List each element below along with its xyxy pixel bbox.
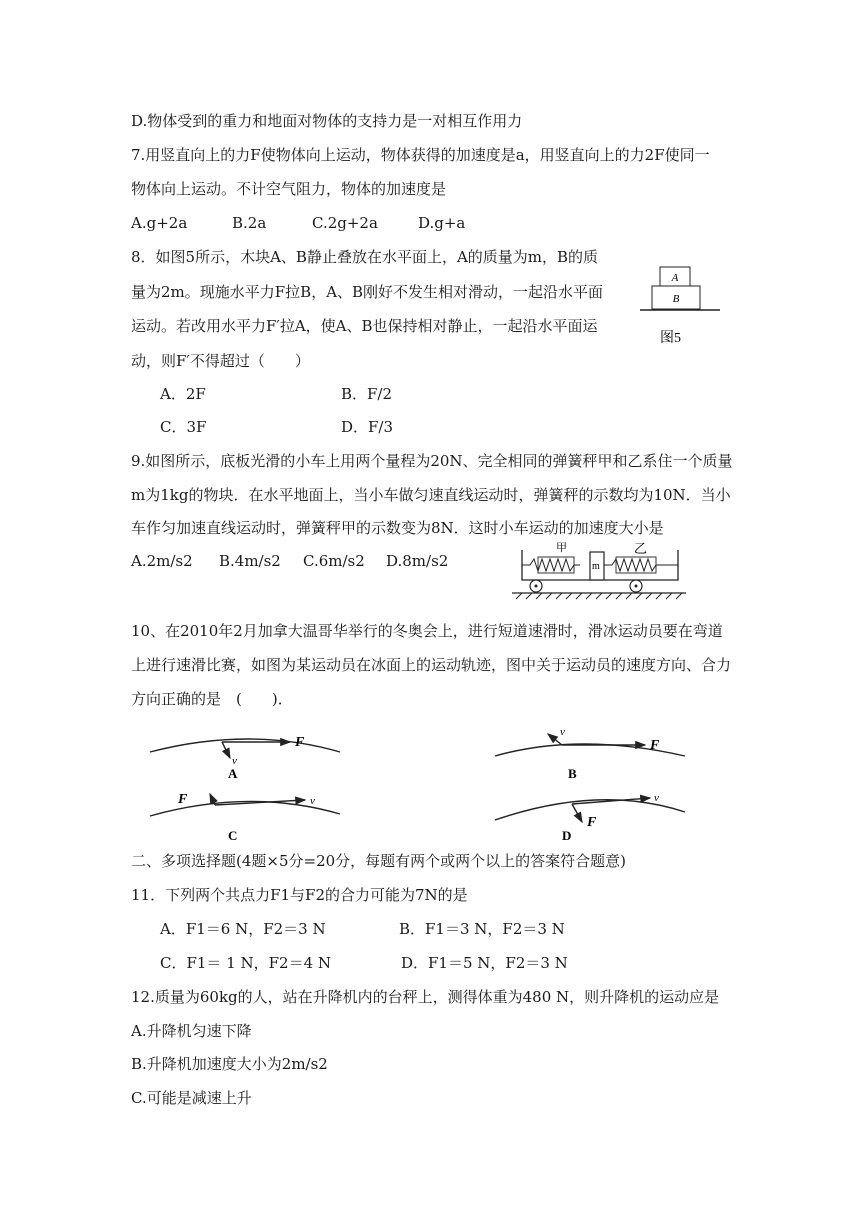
force-arrow-d — [572, 804, 582, 822]
velocity-label-b: v — [560, 726, 565, 738]
spring-yi — [604, 559, 678, 571]
q11-option-b: B．F1＝3 N，F2＝3 N — [399, 920, 565, 938]
spring-jia — [522, 559, 580, 571]
q8-blocks-figure — [640, 262, 730, 352]
mass-label: m — [592, 561, 600, 572]
diagram-b — [495, 726, 685, 781]
q10-trajectory-figure — [140, 722, 710, 847]
spring-jia-label: 甲 — [556, 542, 567, 554]
q11-option-c: C．F1＝ 1 N，F2＝4 N — [160, 954, 332, 972]
q11-stem: 11．下列两个共点力F1与F2的合力可能为7N的是 — [131, 886, 468, 904]
diagram-d — [495, 792, 685, 843]
trajectory-a — [150, 739, 340, 752]
q10-stem-line2: 上进行速滑比赛，如图为某运动员在冰面上的运动轨迹，图中关于运动员的速度方向、合力 — [131, 656, 732, 674]
velocity-label-a: v — [232, 755, 237, 767]
q7-stem-line1: 7.用竖直向上的力F使物体向上运动，物体获得的加速度是a，用竖直向上的力2F使同一 — [131, 146, 710, 164]
q8-stem-line3: 运动。若改用水平力F′拉A，使A、B也保持相对静止，一起沿水平面运 — [131, 317, 598, 335]
q12-stem: 12.质量为60kg的人，站在升降机内的台秤上，测得体重为480 N，则升降机的运动应是 — [131, 988, 720, 1006]
block-a-label: A — [671, 272, 679, 284]
q9-stem-line3: 车作匀加速直线运动时，弹簧秤甲的示数变为8N．这时小车运动的加速度大小是 — [131, 519, 664, 537]
q11-option-d: D．F1＝5 N，F2＝3 N — [401, 954, 568, 972]
block-b-label: B — [672, 293, 680, 305]
diagram-label-c: C — [228, 828, 238, 843]
force-label-c: F — [178, 792, 188, 807]
q8-option-c: C．3F — [160, 418, 207, 436]
q9-stem-line2: m为1kg的物块．在水平地面上，当小车做匀速直线运动时，弹簧秤的示数均为10N．当小 — [131, 486, 731, 504]
diagram-label-d: D — [562, 828, 572, 843]
right-wheel-hub — [635, 585, 638, 588]
q9-option-a: A.2m/s2 — [131, 552, 193, 570]
q12-option-b: B.升降机加速度大小为2m/s2 — [131, 1055, 328, 1073]
q7-option-d: D.g+a — [418, 214, 466, 232]
force-label-b: F — [650, 738, 660, 753]
q8-stem-line2: 量为2m。现施水平力F拉B，A、B刚好不发生相对滑动，一起沿水平面 — [131, 283, 604, 301]
q7-option-a: A.g+2a — [131, 214, 188, 232]
q12-option-a: A.升降机匀速下降 — [131, 1022, 252, 1040]
q7-option-b: B.2a — [232, 214, 267, 232]
q8-option-a: A．2F — [160, 385, 206, 403]
fig5-caption: 图5 — [660, 331, 681, 346]
q9-stem-line1: 9.如图所示，底板光滑的小车上用两个量程为20N、完全相同的弹簧秤甲和乙系住一个质量 — [131, 452, 733, 470]
section2-heading: 二、多项选择题(4题×5分=20分，每题有两个或两个以上的答案符合题意) — [131, 852, 627, 870]
velocity-label-c: v — [310, 795, 315, 807]
q12-option-c: C.可能是减速上升 — [131, 1089, 252, 1107]
force-label-d: F — [587, 815, 597, 830]
q9-option-d: D.8m/s2 — [386, 552, 449, 570]
diagram-a — [150, 735, 340, 781]
q9-cart-figure — [512, 538, 686, 600]
q8-option-d: D．F/3 — [341, 418, 394, 436]
force-label-a: F — [295, 735, 305, 750]
left-wheel-hub — [535, 585, 538, 588]
ground-hatching — [516, 593, 682, 599]
q11-option-a: A．F1＝6 N，F2＝3 N — [160, 920, 326, 938]
diagram-label-a: A — [228, 766, 238, 781]
q10-stem-line1: 10、在2010年2月加拿大温哥华举行的冬奥会上，进行短道速滑时，滑冰运动员要在弯道 — [131, 622, 723, 640]
velocity-label-d: v — [654, 792, 659, 804]
q7-option-c: C.2g+2a — [312, 214, 378, 232]
q8-stem-line1: 8．如图5所示，木块A、B静止叠放在水平面上，A的质量为m，B的质 — [131, 248, 599, 266]
velocity-arrow-a — [222, 742, 230, 758]
q9-option-c: C.6m/s2 — [303, 552, 365, 570]
q10-stem-line3: 方向正确的是 ( )． — [131, 690, 293, 708]
q8-option-b: B．F/2 — [341, 385, 393, 403]
diagram-c — [150, 792, 340, 843]
q8-stem-line4: 动，则F′不得超过（ ） — [131, 352, 310, 370]
diagram-label-b: B — [568, 766, 577, 781]
q6-option-d: D.物体受到的重力和地面对物体的支持力是一对相互作用力 — [131, 112, 523, 130]
spring-yi-label: 乙 — [634, 541, 648, 556]
q9-option-b: B.4m/s2 — [219, 552, 281, 570]
q7-stem-line2: 物体向上运动。不计空气阻力，物体的加速度是 — [131, 180, 447, 198]
